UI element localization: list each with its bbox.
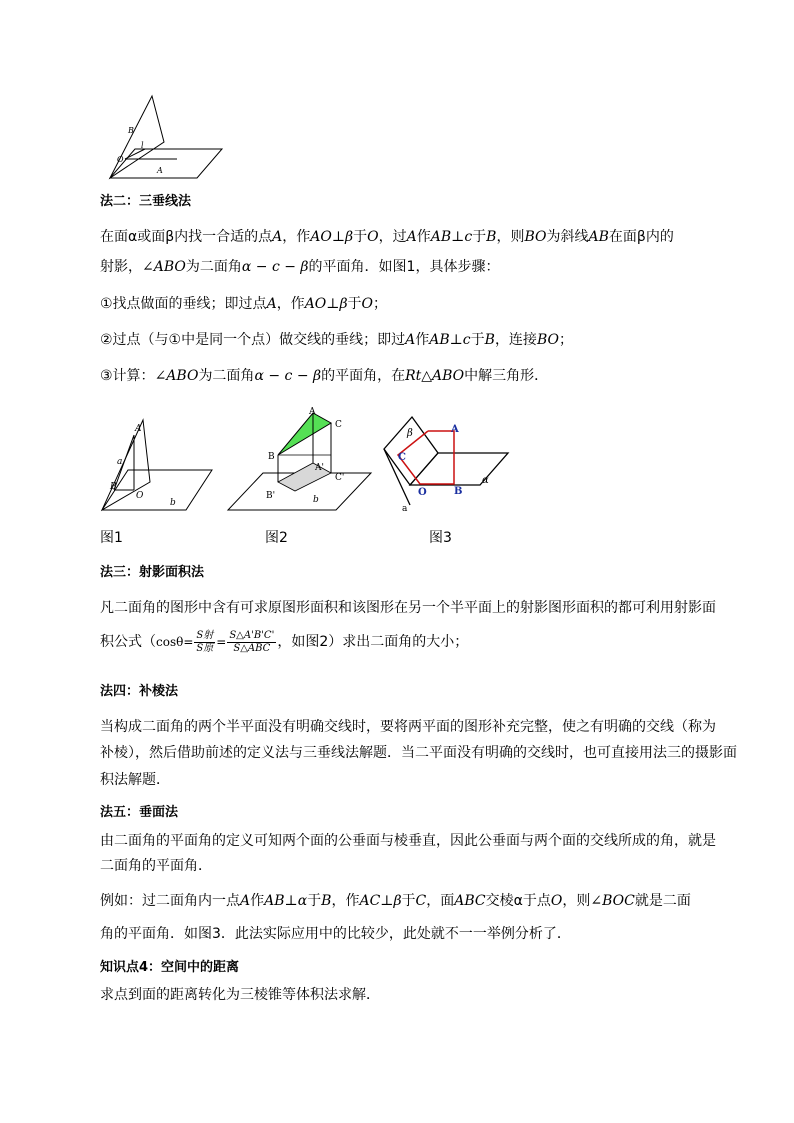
fig2-label-B: B <box>268 452 275 462</box>
figure-3 <box>378 405 513 517</box>
fig1-label-a: a <box>117 457 123 467</box>
fig3-label-A: A <box>451 424 459 435</box>
fig1-label-O: O <box>136 491 144 501</box>
figure-1 <box>98 415 216 515</box>
fig2-label-C1: C' <box>335 473 345 483</box>
fig2-label-A: A <box>309 407 316 417</box>
method4-heading: 法四：补棱法 <box>100 684 179 699</box>
method2-heading: 法二：三垂线法 <box>100 194 192 209</box>
method3-heading: 法三：射影面积法 <box>100 565 205 580</box>
fig1-label-B: B <box>110 482 117 492</box>
fig1-label-A: A <box>135 424 142 434</box>
fig3-caption: 图3 <box>429 530 452 546</box>
fig2-caption: 图2 <box>265 530 288 546</box>
method5-heading: 法五：垂面法 <box>100 805 179 820</box>
fig2-label-A1: A' <box>315 463 324 473</box>
fig1-label-b: b <box>170 498 176 508</box>
fig3-label-C: C <box>398 452 406 463</box>
method5-paragraph-line1: 由二面角的平面角的定义可知两个面的公垂面与棱垂直，因此公垂面与两个面的交线所成的角，就是 <box>100 833 716 849</box>
method5-paragraph-line2: 二面角的平面角． <box>100 858 212 874</box>
fig3-label-alpha: α <box>482 475 489 486</box>
method2-paragraph-line2: 射影，∠ABO为二面角α − c − β的平面角．如图1，具体步骤： <box>100 259 500 275</box>
method2-step1: ①找点做面的垂线；即过点A，作AO⊥β于O； <box>100 296 388 312</box>
method5-example-line2: 角的平面角．如图3．此法实际应用中的比较少，此处就不一一举例分析了． <box>100 926 571 942</box>
fig3-label-B: B <box>454 486 463 497</box>
point4-heading: 知识点4：空间中的距离 <box>100 960 240 975</box>
method5-example-line1: 例如：过二面角内一点A作AB⊥α于B，作AC⊥β于C，面ABC交棱α于点O，则∠BOC就是二面 <box>100 893 691 909</box>
fig2-label-b: b <box>313 495 319 505</box>
figure-2 <box>225 405 375 517</box>
point4-paragraph: 求点到面的距离转化为三棱锥等体积法求解． <box>100 987 380 1003</box>
method4-paragraph-line1: 当构成二面角的两个半平面没有明确交线时，要将两平面的图形补充完整，使之有明确的交线（称为 <box>100 719 716 735</box>
fig2-label-B1: B' <box>266 491 276 501</box>
method4-paragraph-line3: 积法解题． <box>100 772 170 788</box>
method2-step3: ③计算：∠ABO为二面角α − c − β的平面角，在Rt△ABO中解三角形． <box>100 368 549 384</box>
fig3-label-a: a <box>402 504 408 514</box>
fig3-label-O: O <box>418 487 427 498</box>
method2-paragraph-line1: 在面α或面β内找一合适的点A，作AO⊥β于O，过A作AB⊥c于B，则BO为斜线AB在面β内的 <box>100 229 674 245</box>
fig1-caption: 图1 <box>100 530 123 546</box>
fig2-label-C: C <box>335 420 342 430</box>
method3-paragraph-line1: 凡二面角的图形中含有可求原图形面积和该图形在另一个半平面上的射影图形面积的都可利用射影面 <box>100 600 716 616</box>
fig-top-label-B: B <box>128 126 134 135</box>
fig3-label-beta: β <box>407 428 413 439</box>
fig-top-label-A: A <box>157 166 163 175</box>
method3-paragraph-line2: 积公式（cosθ= $\frac{\text{S射}}{\text{S原}}$ = $\frac{S\triangle A'B'C'}{\text{S△ABC}}$ ，如图2）求出二面角的大小； <box>100 629 469 654</box>
fig-top-label-l: l <box>141 141 144 150</box>
figure-top-dihedral <box>105 92 225 182</box>
method2-step2: ②过点（与①中是同一个点）做交线的垂线；即过A作AB⊥c于B，连接BO； <box>100 332 573 348</box>
fraction-projected-over-original: $\frac{\text{S射}}{\text{S原}}$ <box>196 629 214 654</box>
method4-paragraph-line2: 补棱），然后借助前述的定义法与三垂线法解题．当二平面没有明确的交线时，也可直接用法三的摄影面 <box>100 745 737 761</box>
fig-top-label-O: O <box>117 155 124 164</box>
fraction-triangle-areas: $\frac{S\triangle A'B'C'}{\text{S△ABC}}$ <box>229 629 275 654</box>
